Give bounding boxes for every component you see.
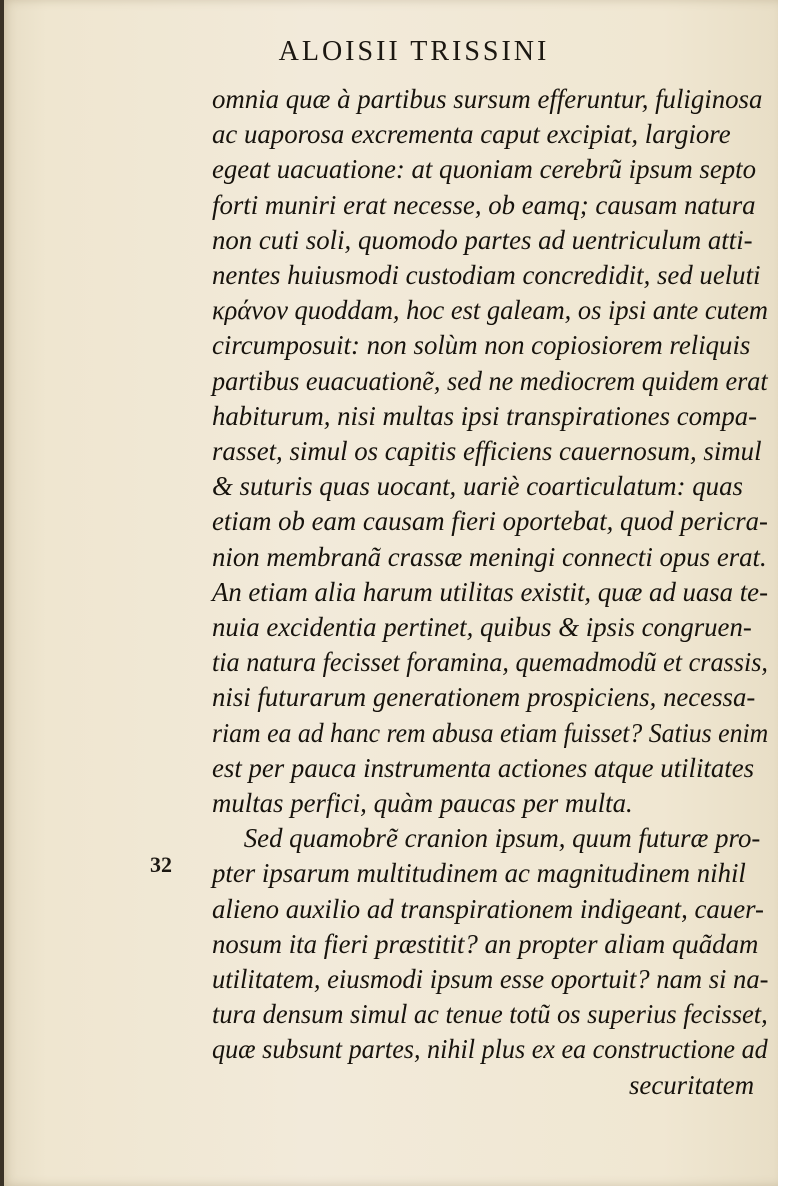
- text-line: pter ipsarum multitudinem ac magnitudinem nihil: [212, 858, 746, 889]
- text-line: tura densum simul ac tenue totũ os superius fecisset,: [212, 999, 768, 1030]
- text-line: partibus euacuationẽ, sed ne mediocrem quidem erat: [212, 365, 768, 396]
- text-line: habiturum, nisi multas ipsi transpirationes compa-: [212, 400, 758, 431]
- text-line: alieno auxilio ad transpirationem indigeant, cauer-: [212, 893, 764, 924]
- margin-section-number: 32: [150, 852, 172, 877]
- page-binding: [0, 0, 4, 1186]
- text-line: forti muniri erat necesse, ob eamq; causam natura: [212, 189, 756, 220]
- text-line: nion membranã crassæ meningi connecti opus erat.: [212, 541, 767, 572]
- text-line: nosum ita fieri præstitit? an propter aliam quãdam: [212, 928, 759, 959]
- text-line: nuia excidentia pertinet, quibus & ipsis congruen-: [212, 612, 752, 643]
- text-line: riam ea ad hanc rem abusa etiam fuisset? Satius enim: [212, 717, 769, 748]
- text-line: circumposuit: non solùm non copiosiorem reliquis: [212, 330, 751, 361]
- text-line: egeat uacuatione: at quoniam cerebrũ ipsum septo: [212, 154, 756, 185]
- text-line: rasset, simul os capitis efficiens cauernosum, simul: [212, 436, 762, 467]
- text-line: Sed quamobrẽ cranion ipsum, quum futuræ pro-: [243, 823, 761, 854]
- text-line: non cuti soli, quomodo partes ad uentriculum atti-: [212, 224, 753, 255]
- text-line: multas perfici, quàm paucas per multa.: [212, 788, 633, 819]
- text-line: quæ subsunt partes, nihil plus ex ea constructione ad: [212, 1034, 768, 1065]
- text-line: utilitatem, eiusmodi ipsum esse oportuit? nam si na-: [212, 964, 769, 995]
- running-header: ALOISII TRISSINI: [278, 36, 550, 67]
- text-line: nisi futurarum generationem prospiciens, necessa-: [212, 682, 756, 713]
- text-line: omnia quæ à partibus sursum efferuntur, fuliginosa: [212, 84, 763, 114]
- text-line: tia natura fecisset foramina, quemadmodũ et crassis,: [212, 647, 768, 678]
- text-line: & suturis quas uocant, uariè coarticulatum: quas: [212, 471, 743, 502]
- text-line: nentes huiusmodi custodiam concredidit, sed ueluti: [212, 260, 761, 291]
- text-line: An etiam alia harum utilitas existit, quæ ad uasa te-: [212, 576, 768, 607]
- text-line: est per pauca instrumenta actiones atque utilitates: [212, 752, 755, 783]
- text-line: etiam ob eam causam fieri oportebat, quod pericra-: [212, 506, 768, 537]
- text-line: ac uaporosa excrementa caput excipiat, largiore: [212, 119, 731, 150]
- body-text: [212, 82, 772, 1103]
- text-line: κράνον quoddam, hoc est galeam, os ipsi ante cutem: [212, 295, 768, 326]
- catchword: securitatem: [629, 1069, 755, 1100]
